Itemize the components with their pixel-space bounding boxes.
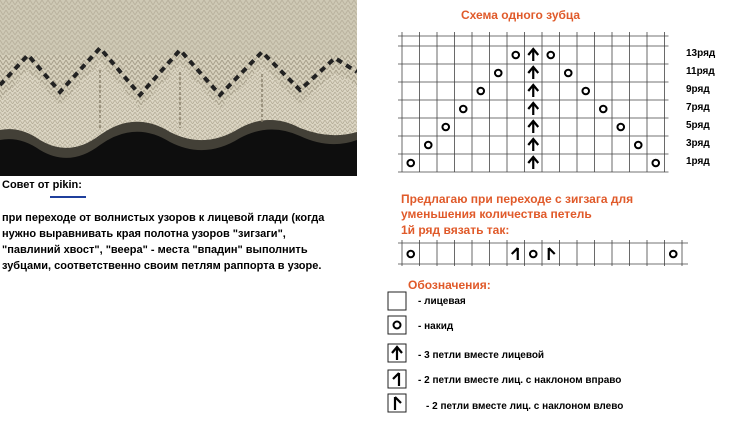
- chart-title: Схема одного зубца: [461, 8, 581, 22]
- three-together-icon: [528, 121, 538, 133]
- knitted-lace-photo: [0, 0, 357, 176]
- two-together-left-icon: [549, 248, 555, 260]
- yarn-over-icon: [617, 124, 624, 131]
- advice-title-prefix: Совет от: [2, 179, 53, 191]
- row-label-9: 9ряд: [686, 84, 710, 95]
- advice-line: зубцами, соответственно своим петлям раппорта в узоре.: [2, 260, 322, 272]
- legend-label-two-together-left: - 2 петли вместе лиц. с наклоном влево: [426, 401, 624, 412]
- yarn-over-icon: [442, 124, 449, 131]
- advice-line: при переходе от волнистых узоров к лицевой глади (когда: [2, 212, 325, 224]
- yarn-over-icon: [425, 142, 432, 149]
- three-together-icon: [528, 139, 538, 151]
- three-together-icon: [528, 103, 538, 115]
- yarn-over-icon: [530, 251, 537, 258]
- yarn-over-icon: [407, 251, 414, 258]
- three-together-icon: [528, 67, 538, 79]
- row-label-13: 13ряд: [686, 48, 716, 59]
- knit-stitch-icon: [388, 292, 406, 310]
- two-together-right-icon: [512, 248, 518, 260]
- yarn-over-icon: [460, 106, 467, 113]
- yarn-over-icon: [407, 160, 414, 167]
- suggestion-line: Предлагаю при переходе с зигзага для: [401, 192, 634, 206]
- yarn-over-icon: [565, 70, 572, 77]
- yarn-over-icon: [388, 316, 406, 334]
- legend-title: Обозначения:: [408, 278, 491, 292]
- advice-author-underline: [50, 196, 86, 198]
- yarn-over-icon: [477, 88, 484, 95]
- yarn-over-icon: [495, 70, 502, 77]
- legend-label-knit: - лицевая: [418, 296, 466, 307]
- yarn-over-icon: [670, 251, 677, 258]
- row-label-3: 3ряд: [686, 138, 710, 149]
- two-together-left-icon: [388, 394, 406, 412]
- yarn-over-icon: [652, 160, 659, 167]
- legend-icons: [386, 290, 410, 414]
- suggestion-line: уменьшения количества петель: [401, 207, 592, 221]
- three-together-icon: [528, 157, 538, 169]
- yarn-over-icon: [635, 142, 642, 149]
- yarn-over-icon: [547, 52, 554, 59]
- advice-line: нужно выравнивать края полотна узоров "зигзаги",: [2, 228, 286, 240]
- three-together-icon: [528, 85, 538, 97]
- row-label-1: 1ряд: [686, 156, 710, 167]
- legend-label-three-together: - 3 петли вместе лицевой: [418, 350, 545, 361]
- row-label-5: 5ряд: [686, 120, 710, 131]
- yarn-over-icon: [512, 52, 519, 59]
- suggestion-line: 1й ряд вязать так:: [401, 223, 510, 237]
- row-label-7: 7ряд: [686, 102, 710, 113]
- three-together-icon: [388, 344, 406, 362]
- three-together-icon: [528, 49, 538, 61]
- advice-title-suffix: :: [78, 179, 82, 191]
- advice-title: [2, 179, 82, 191]
- advice-line: "павлиний хвост", "веера" - места "впадин" выполнить: [2, 244, 308, 256]
- legend-label-two-together-right: - 2 петли вместе лиц. с наклоном вправо: [418, 375, 622, 386]
- first-row-chart: [398, 240, 698, 268]
- advice-author-link[interactable]: pikin: [52, 179, 79, 191]
- legend-label-yarn-over: - накид: [418, 321, 454, 332]
- row-label-11: 11ряд: [686, 66, 715, 77]
- advice-body: [2, 210, 362, 274]
- stitch-chart-grid: [398, 32, 683, 174]
- yarn-over-icon: [600, 106, 607, 113]
- yarn-over-icon: [582, 88, 589, 95]
- two-together-right-icon: [388, 370, 406, 388]
